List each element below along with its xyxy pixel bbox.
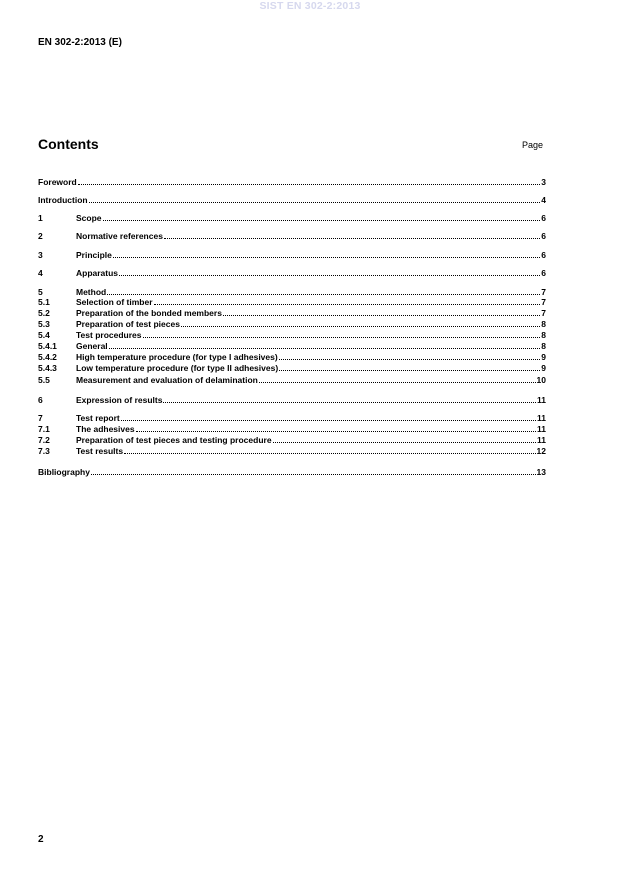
toc-entry-page: 11 bbox=[537, 435, 546, 445]
toc-leader-dots bbox=[223, 307, 540, 316]
toc-entry[interactable] bbox=[38, 176, 546, 187]
toc-entry[interactable] bbox=[38, 340, 546, 351]
toc-entry[interactable] bbox=[38, 329, 546, 340]
toc-entry-title: Principle bbox=[76, 250, 112, 260]
toc-entry-title: Test report bbox=[76, 413, 120, 423]
toc-entry-number: 5.4.3 bbox=[38, 363, 57, 373]
toc-entry-page: 12 bbox=[536, 446, 546, 456]
toc-entry-number: 5.4.2 bbox=[38, 352, 57, 362]
toc-entry-page: 8 bbox=[541, 341, 546, 351]
toc-leader-dots bbox=[164, 230, 540, 239]
toc-entry-page: 11 bbox=[537, 424, 546, 434]
toc-entry-page: 6 bbox=[541, 213, 546, 223]
toc-entry[interactable] bbox=[38, 423, 546, 434]
toc-leader-dots bbox=[78, 176, 541, 185]
toc-entry[interactable] bbox=[38, 249, 546, 260]
toc-entry[interactable] bbox=[38, 374, 546, 385]
toc-entry[interactable] bbox=[38, 194, 546, 205]
toc-entry-title: The adhesives bbox=[76, 424, 135, 434]
toc-entry[interactable] bbox=[38, 445, 546, 456]
toc-entry-title: Foreword bbox=[38, 177, 77, 187]
toc-entry-title: Measurement and evaluation of delamination bbox=[76, 375, 258, 385]
toc-entry-number: 7.3 bbox=[38, 446, 50, 456]
toc-leader-dots bbox=[107, 286, 540, 295]
toc-entry-number: 2 bbox=[38, 231, 43, 241]
toc-leader-dots bbox=[89, 194, 541, 203]
toc-entry-page: 4 bbox=[541, 195, 546, 205]
toc-entry-number: 5.4.1 bbox=[38, 341, 57, 351]
toc-leader-dots bbox=[113, 249, 540, 258]
toc-entry-number: 3 bbox=[38, 250, 43, 260]
toc-entry-number: 6 bbox=[38, 395, 43, 405]
document-id: EN 302-2:2013 (E) bbox=[38, 37, 122, 48]
toc-leader-dots bbox=[103, 212, 541, 221]
toc-entry-page: 6 bbox=[541, 231, 546, 241]
toc-entry-number: 7 bbox=[38, 413, 43, 423]
toc-entry[interactable] bbox=[38, 307, 546, 318]
toc-entry[interactable] bbox=[38, 318, 546, 329]
toc-entry-title: Low temperature procedure (for type II adhesives) bbox=[76, 363, 279, 373]
page-number: 2 bbox=[38, 834, 44, 845]
toc-entry-title: Preparation of test pieces bbox=[76, 319, 180, 329]
toc-entry-page: 3 bbox=[541, 177, 546, 187]
toc-entry-title: Test procedures bbox=[76, 330, 142, 340]
toc-entry-title: Scope bbox=[76, 213, 102, 223]
toc-entry-number: 5.5 bbox=[38, 375, 50, 385]
toc-entry-number: 1 bbox=[38, 213, 43, 223]
toc-entry-page: 8 bbox=[541, 319, 546, 329]
toc-entry[interactable] bbox=[38, 212, 546, 223]
toc-entry-page: 13 bbox=[536, 467, 546, 477]
toc-entry-title: Expression of results bbox=[76, 395, 163, 405]
toc-entry-title: Method bbox=[76, 287, 107, 297]
toc-entry-page: 6 bbox=[541, 250, 546, 260]
toc-leader-dots bbox=[143, 329, 541, 338]
toc-entry-title: Test results bbox=[76, 446, 124, 456]
toc-leader-dots bbox=[163, 394, 536, 403]
toc-entry-title: Apparatus bbox=[76, 268, 119, 278]
toc-entry-title: General bbox=[76, 341, 108, 351]
toc-entry[interactable] bbox=[38, 230, 546, 241]
toc-entry-page: 9 bbox=[541, 352, 546, 362]
toc-entry-number: 5 bbox=[38, 287, 43, 297]
toc-entry-number: 5.4 bbox=[38, 330, 50, 340]
toc-leader-dots bbox=[109, 340, 541, 349]
toc-entry-page: 11 bbox=[537, 395, 546, 405]
contents-heading: Contents bbox=[38, 136, 99, 152]
toc-leader-dots bbox=[91, 466, 536, 475]
toc-entry-number: 5.3 bbox=[38, 319, 50, 329]
toc-entry-number: 5.2 bbox=[38, 308, 50, 318]
page-column-label: Page bbox=[522, 140, 544, 150]
toc-entry-title: Bibliography bbox=[38, 467, 90, 477]
toc-entry[interactable] bbox=[38, 351, 546, 362]
toc-entry[interactable] bbox=[38, 267, 546, 278]
toc-entry[interactable] bbox=[38, 394, 546, 405]
toc-entry-title: Selection of timber bbox=[76, 297, 153, 307]
toc-entry-page: 8 bbox=[541, 330, 546, 340]
toc-leader-dots bbox=[279, 351, 541, 360]
toc-entry[interactable] bbox=[38, 466, 546, 477]
toc-entry-page: 7 bbox=[541, 308, 546, 318]
toc-entry-number: 5.1 bbox=[38, 297, 50, 307]
toc-entry-title: Introduction bbox=[38, 195, 88, 205]
toc-entry-title: Preparation of test pieces and testing procedure bbox=[76, 435, 272, 445]
toc-entry-page: 7 bbox=[541, 287, 546, 297]
toc-leader-dots bbox=[273, 434, 536, 443]
toc-entry-page: 9 bbox=[541, 363, 546, 373]
toc-entry-page: 7 bbox=[541, 297, 546, 307]
toc-entry[interactable] bbox=[38, 412, 546, 423]
toc-entry[interactable] bbox=[38, 434, 546, 445]
toc-entry-title: Preparation of the bonded members bbox=[76, 308, 222, 318]
toc-entry-title: Normative references bbox=[76, 231, 163, 241]
toc-entry-title: High temperature procedure (for type I adhesives) bbox=[76, 352, 278, 362]
toc-entry-number: 7.1 bbox=[38, 424, 50, 434]
toc-entry-number: 4 bbox=[38, 268, 43, 278]
toc-entry-page: 6 bbox=[541, 268, 546, 278]
toc-leader-dots bbox=[119, 267, 540, 276]
toc-entry-page: 10 bbox=[536, 375, 546, 385]
toc-entry-number: 7.2 bbox=[38, 435, 50, 445]
toc-leader-dots bbox=[124, 445, 535, 454]
toc-leader-dots bbox=[136, 423, 536, 432]
toc-leader-dots bbox=[279, 362, 540, 371]
watermark: SIST EN 302-2:2013 bbox=[259, 0, 361, 12]
toc-leader-dots bbox=[181, 318, 540, 327]
toc-entry[interactable] bbox=[38, 362, 546, 373]
toc-entry[interactable] bbox=[38, 296, 546, 307]
toc-leader-dots bbox=[259, 374, 536, 383]
toc-leader-dots bbox=[121, 412, 536, 421]
toc-leader-dots bbox=[154, 296, 541, 305]
toc-entry-page: 11 bbox=[537, 413, 546, 423]
